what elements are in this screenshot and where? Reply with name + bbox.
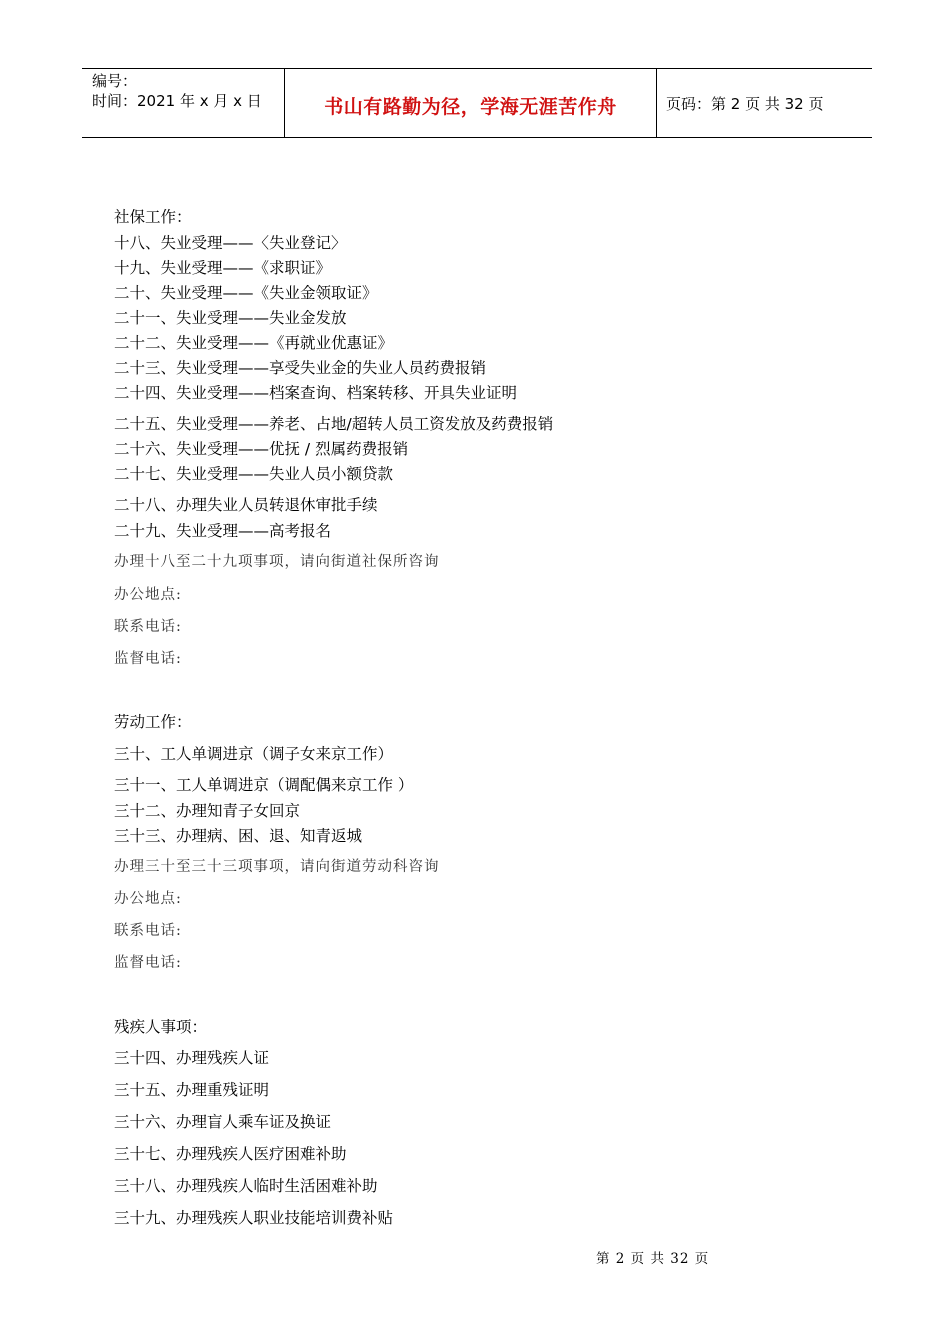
- list-item: 二十二、失业受理——《再就业优惠证》: [114, 334, 394, 352]
- list-item: 二十一、失业受理——失业金发放: [114, 309, 347, 327]
- list-item: 二十四、失业受理——档案查询、档案转移、开具失业证明: [114, 384, 518, 402]
- list-item: 三十九、办理残疾人职业技能培训费补贴: [114, 1209, 394, 1227]
- list-item: 三十七、办理残疾人医疗困难补助: [114, 1145, 347, 1163]
- section-heading-labor: 劳动工作：: [114, 713, 192, 731]
- section-note: 办理三十至三十三项事项，请向街道劳动科咨询: [114, 859, 440, 875]
- list-item: 二十六、失业受理——优抚 / 烈属药费报销: [114, 440, 409, 458]
- section-note: 办理十八至二十九项事项，请向街道社保所咨询: [114, 554, 440, 570]
- section-heading-disabled: 残疾人事项：: [114, 1018, 208, 1036]
- list-item: 三十八、办理残疾人临时生活困难补助: [114, 1177, 378, 1195]
- list-item: 二十七、失业受理——失业人员小额贷款: [114, 465, 394, 483]
- section-heading-social: 社保工作：: [114, 208, 192, 226]
- list-item: 三十六、办理盲人乘车证及换证: [114, 1113, 332, 1131]
- list-item: 二十、失业受理——《失业金领取证》: [114, 284, 378, 302]
- list-item: 三十五、办理重残证明: [114, 1081, 270, 1099]
- phone-label: 联系电话:: [114, 923, 182, 939]
- list-item: 三十三、办理病、困、退、知青返城: [114, 827, 363, 845]
- header-left-cell: [82, 69, 284, 137]
- supervise-phone-label: 监督电话:: [114, 955, 182, 971]
- phone-label: 联系电话:: [114, 619, 182, 635]
- number-label: 编号：: [92, 72, 138, 90]
- list-item: 二十九、失业受理——高考报名: [114, 522, 332, 540]
- list-item: 二十八、办理失业人员转退休审批手续: [114, 496, 378, 514]
- time-label: 时间：2021 年 x 月 x 日: [92, 92, 262, 110]
- list-item: 二十五、失业受理——养老、占地/超转人员工资发放及药费报销: [114, 415, 554, 433]
- office-label: 办公地点:: [114, 587, 182, 603]
- header-page-label: 页码：第 2 页 共 32 页: [666, 95, 824, 113]
- header-motto: 书山有路勤为径，学海无涯苦作舟: [284, 69, 657, 137]
- list-item: 十八、失业受理——〈失业登记〉: [114, 234, 347, 252]
- list-item: 二十三、失业受理——享受失业金的失业人员药费报销: [114, 359, 487, 377]
- page-header: [82, 68, 872, 138]
- list-item: 三十四、办理残疾人证: [114, 1049, 270, 1067]
- list-item: 三十、工人单调进京（调子女来京工作）: [114, 745, 394, 763]
- page-footer: 第 2 页 共 32 页: [596, 1251, 710, 1267]
- list-item: 三十二、办理知青子女回京: [114, 802, 301, 820]
- list-item: 三十一、工人单调进京（调配偶来京工作 ）: [114, 776, 414, 794]
- office-label: 办公地点:: [114, 891, 182, 907]
- supervise-phone-label: 监督电话:: [114, 651, 182, 667]
- list-item: 十九、失业受理——《求职证》: [114, 259, 332, 277]
